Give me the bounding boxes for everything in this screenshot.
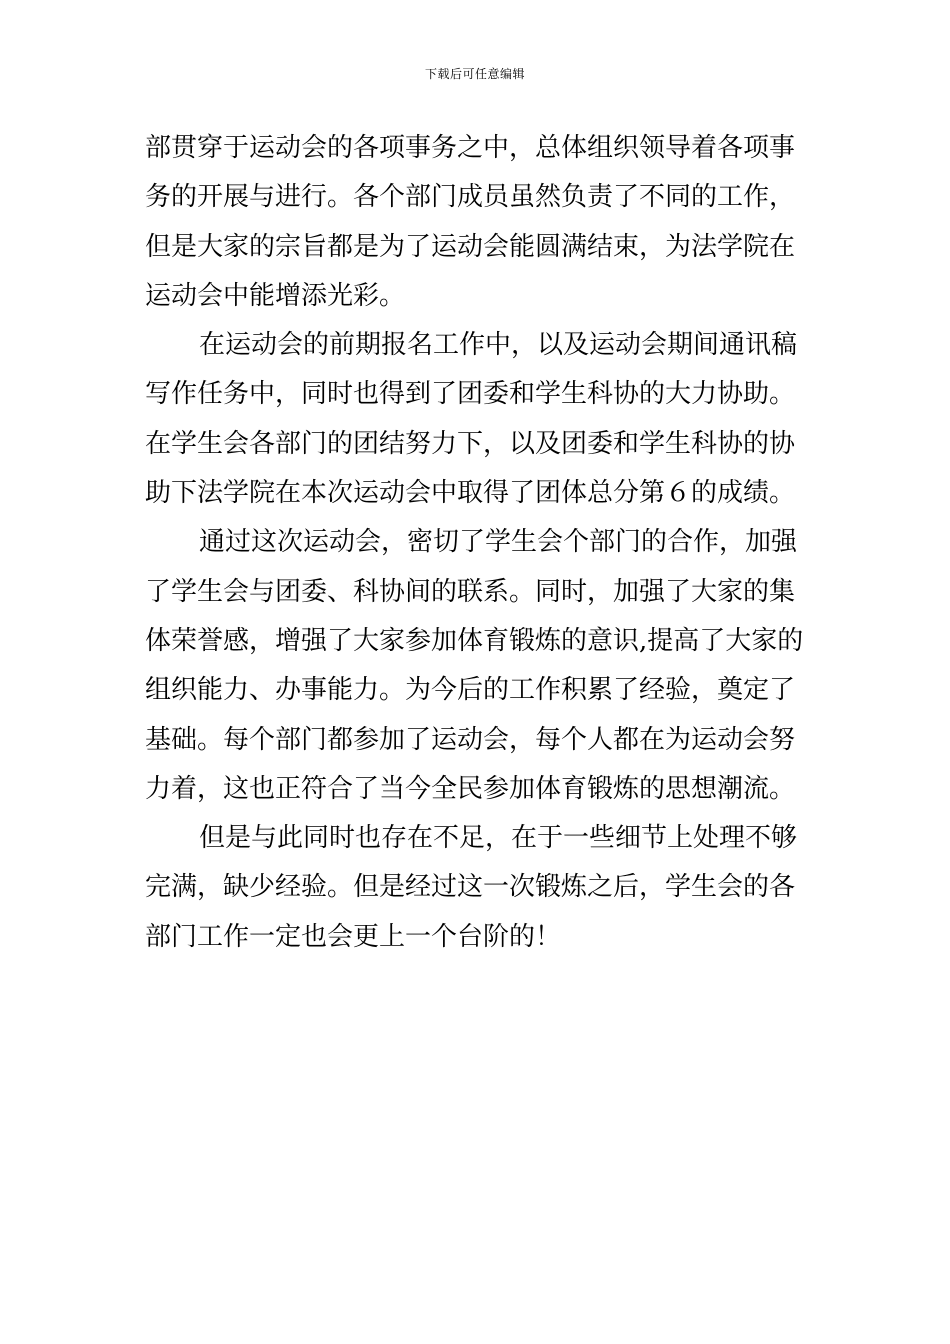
- text-line: 力着，这也正符合了当今全民参加体育锻炼的思想潮流。: [145, 773, 796, 804]
- text-line: 在学生会各部门的团结努力下，以及团委和学生科协的协: [145, 428, 796, 459]
- text-line: 但是大家的宗旨都是为了运动会能圆满结束，为法学院在: [145, 231, 796, 262]
- text-line: 在运动会的前期报名工作中，以及运动会期间通讯稿: [199, 330, 798, 361]
- page-header: 下载后可任意编辑: [424, 67, 525, 81]
- text-line: 务的开展与进行。各个部门成员虽然负责了不同的工作，: [145, 182, 796, 213]
- document-body: [145, 124, 810, 962]
- text-line: 部贯穿于运动会的各项事务之中，总体组织领导着各项事: [145, 133, 796, 163]
- paragraph-2: [145, 321, 810, 518]
- text-line: 完满，缺少经验。但是经过这一次锻炼之后，学生会的各: [145, 872, 796, 903]
- text-line: 部门工作一定也会更上一个台阶的！: [145, 921, 562, 952]
- text-line: 运动会中能增添光彩。: [145, 280, 406, 311]
- text-line: 但是与此同时也存在不足，在于一些细节上处理不够: [199, 823, 798, 854]
- text-line: 通过这次运动会，密切了学生会个部门的合作，加强: [199, 527, 798, 558]
- text-line: 组织能力、办事能力。为今后的工作积累了经验，奠定了: [145, 675, 796, 706]
- text-line: 助下法学院在本次运动会中取得了团体总分第６的成绩。: [145, 478, 796, 509]
- paragraph-1: [145, 124, 810, 321]
- text-line: 了学生会与团委、科协间的联系。同时，加强了大家的集: [145, 576, 796, 607]
- paragraph-4: [145, 814, 810, 962]
- text-line: 写作任务中，同时也得到了团委和学生科协的大力协助。: [145, 379, 796, 410]
- text-line: 基础。每个部门都参加了运动会，每个人都在为运动会努: [145, 724, 796, 755]
- text-line: 体荣誉感，增强了大家参加体育锻炼的意识,提高了大家的: [145, 625, 804, 656]
- paragraph-3: [145, 518, 810, 814]
